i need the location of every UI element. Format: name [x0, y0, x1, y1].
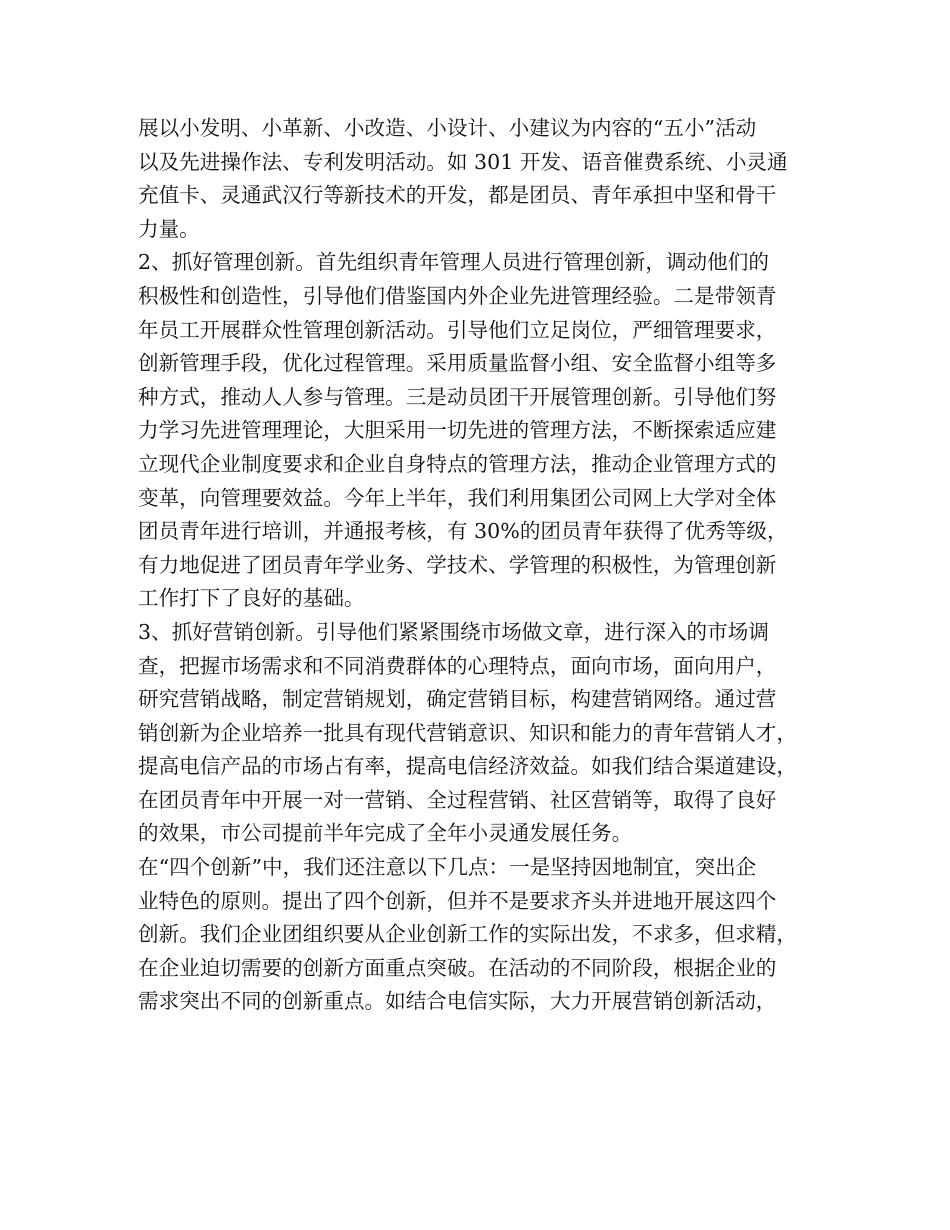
text-line: 有力地促进了团员青年学业务、学技术、学管理的积极性，为管理创新	[138, 552, 777, 577]
text-line: 力学习先进管理理论，大胆采用一切先进的管理方法，不断探索适应建	[138, 418, 777, 443]
text-line: 研究营销战略，制定营销规划，确定营销目标，构建营销网络。通过营	[138, 687, 777, 712]
text-line: 展以小发明、小革新、小改造、小设计、小建议为内容的“五小”活动	[138, 116, 757, 140]
text-line: 在企业迫切需要的创新方面重点突破。在活动的不同阶段，根据企业的	[138, 955, 777, 980]
text-line: 业特色的原则。提出了四个创新，但并不是要求齐头并进地开展这四个	[138, 888, 777, 913]
text-line: 提高电信产品的市场占有率，提高电信经济效益。如我们结合渠道建设，	[138, 754, 797, 779]
text-line: 创新。我们企业团组织要从企业创新工作的实际出发，不求多，但求精，	[138, 922, 797, 947]
text-line: 变革，向管理要效益。今年上半年，我们利用集团公司网上大学对全体	[138, 485, 777, 510]
text-line: 销创新为企业培养一批具有现代营销意识、知识和能力的青年营销人才，	[138, 720, 797, 745]
text-line: 种方式，推动人人参与管理。三是动员团干开展管理创新。引导他们努	[138, 384, 777, 409]
text-line: 2、抓好管理创新。首先组织青年管理人员进行管理创新，调动他们的	[138, 250, 769, 275]
text-line: 在团员青年中开展一对一营销、全过程营销、社区营销等，取得了良好	[138, 787, 777, 812]
text-line: 在“四个创新”中，我们还注意以下几点：一是坚持因地制宜，突出企	[138, 855, 757, 880]
text-line: 力量。	[138, 216, 200, 241]
text-line: 需求突出不同的创新重点。如结合电信实际，大力开展营销创新活动，	[138, 989, 777, 1014]
text-line: 团员青年进行培训，并通报考核，有 30%的团员青年获得了优秀等级，	[138, 519, 788, 544]
text-line: 年员工开展群众性管理创新活动。引导他们立足岗位，严细管理要求，	[138, 317, 777, 342]
text-line: 3、抓好营销创新。引导他们紧紧围绕市场做文章，进行深入的市场调	[138, 619, 769, 644]
text-line: 充值卡、灵通武汉行等新技术的开发，都是团员、青年承担中坚和骨干	[138, 183, 777, 208]
text-line: 工作打下了良好的基础。	[138, 586, 365, 611]
text-line: 创新管理手段，优化过程管理。采用质量监督小组、安全监督小组等多	[138, 351, 777, 376]
text-line: 以及先进操作法、专利发明活动。如 301 开发、语音催费系统、小灵通	[138, 149, 788, 174]
text-line: 立现代企业制度要求和企业自身特点的管理方法，推动企业管理方式的	[138, 451, 777, 476]
text-line: 查，把握市场需求和不同消费群体的心理特点，面向市场，面向用户，	[138, 653, 777, 678]
text-line: 积极性和创造性，引导他们借鉴国内外企业先进管理经验。二是带领青	[138, 283, 777, 308]
body-text	[138, 112, 838, 1019]
text-line: 的效果，市公司提前半年完成了全年小灵通发展任务。	[138, 821, 633, 846]
